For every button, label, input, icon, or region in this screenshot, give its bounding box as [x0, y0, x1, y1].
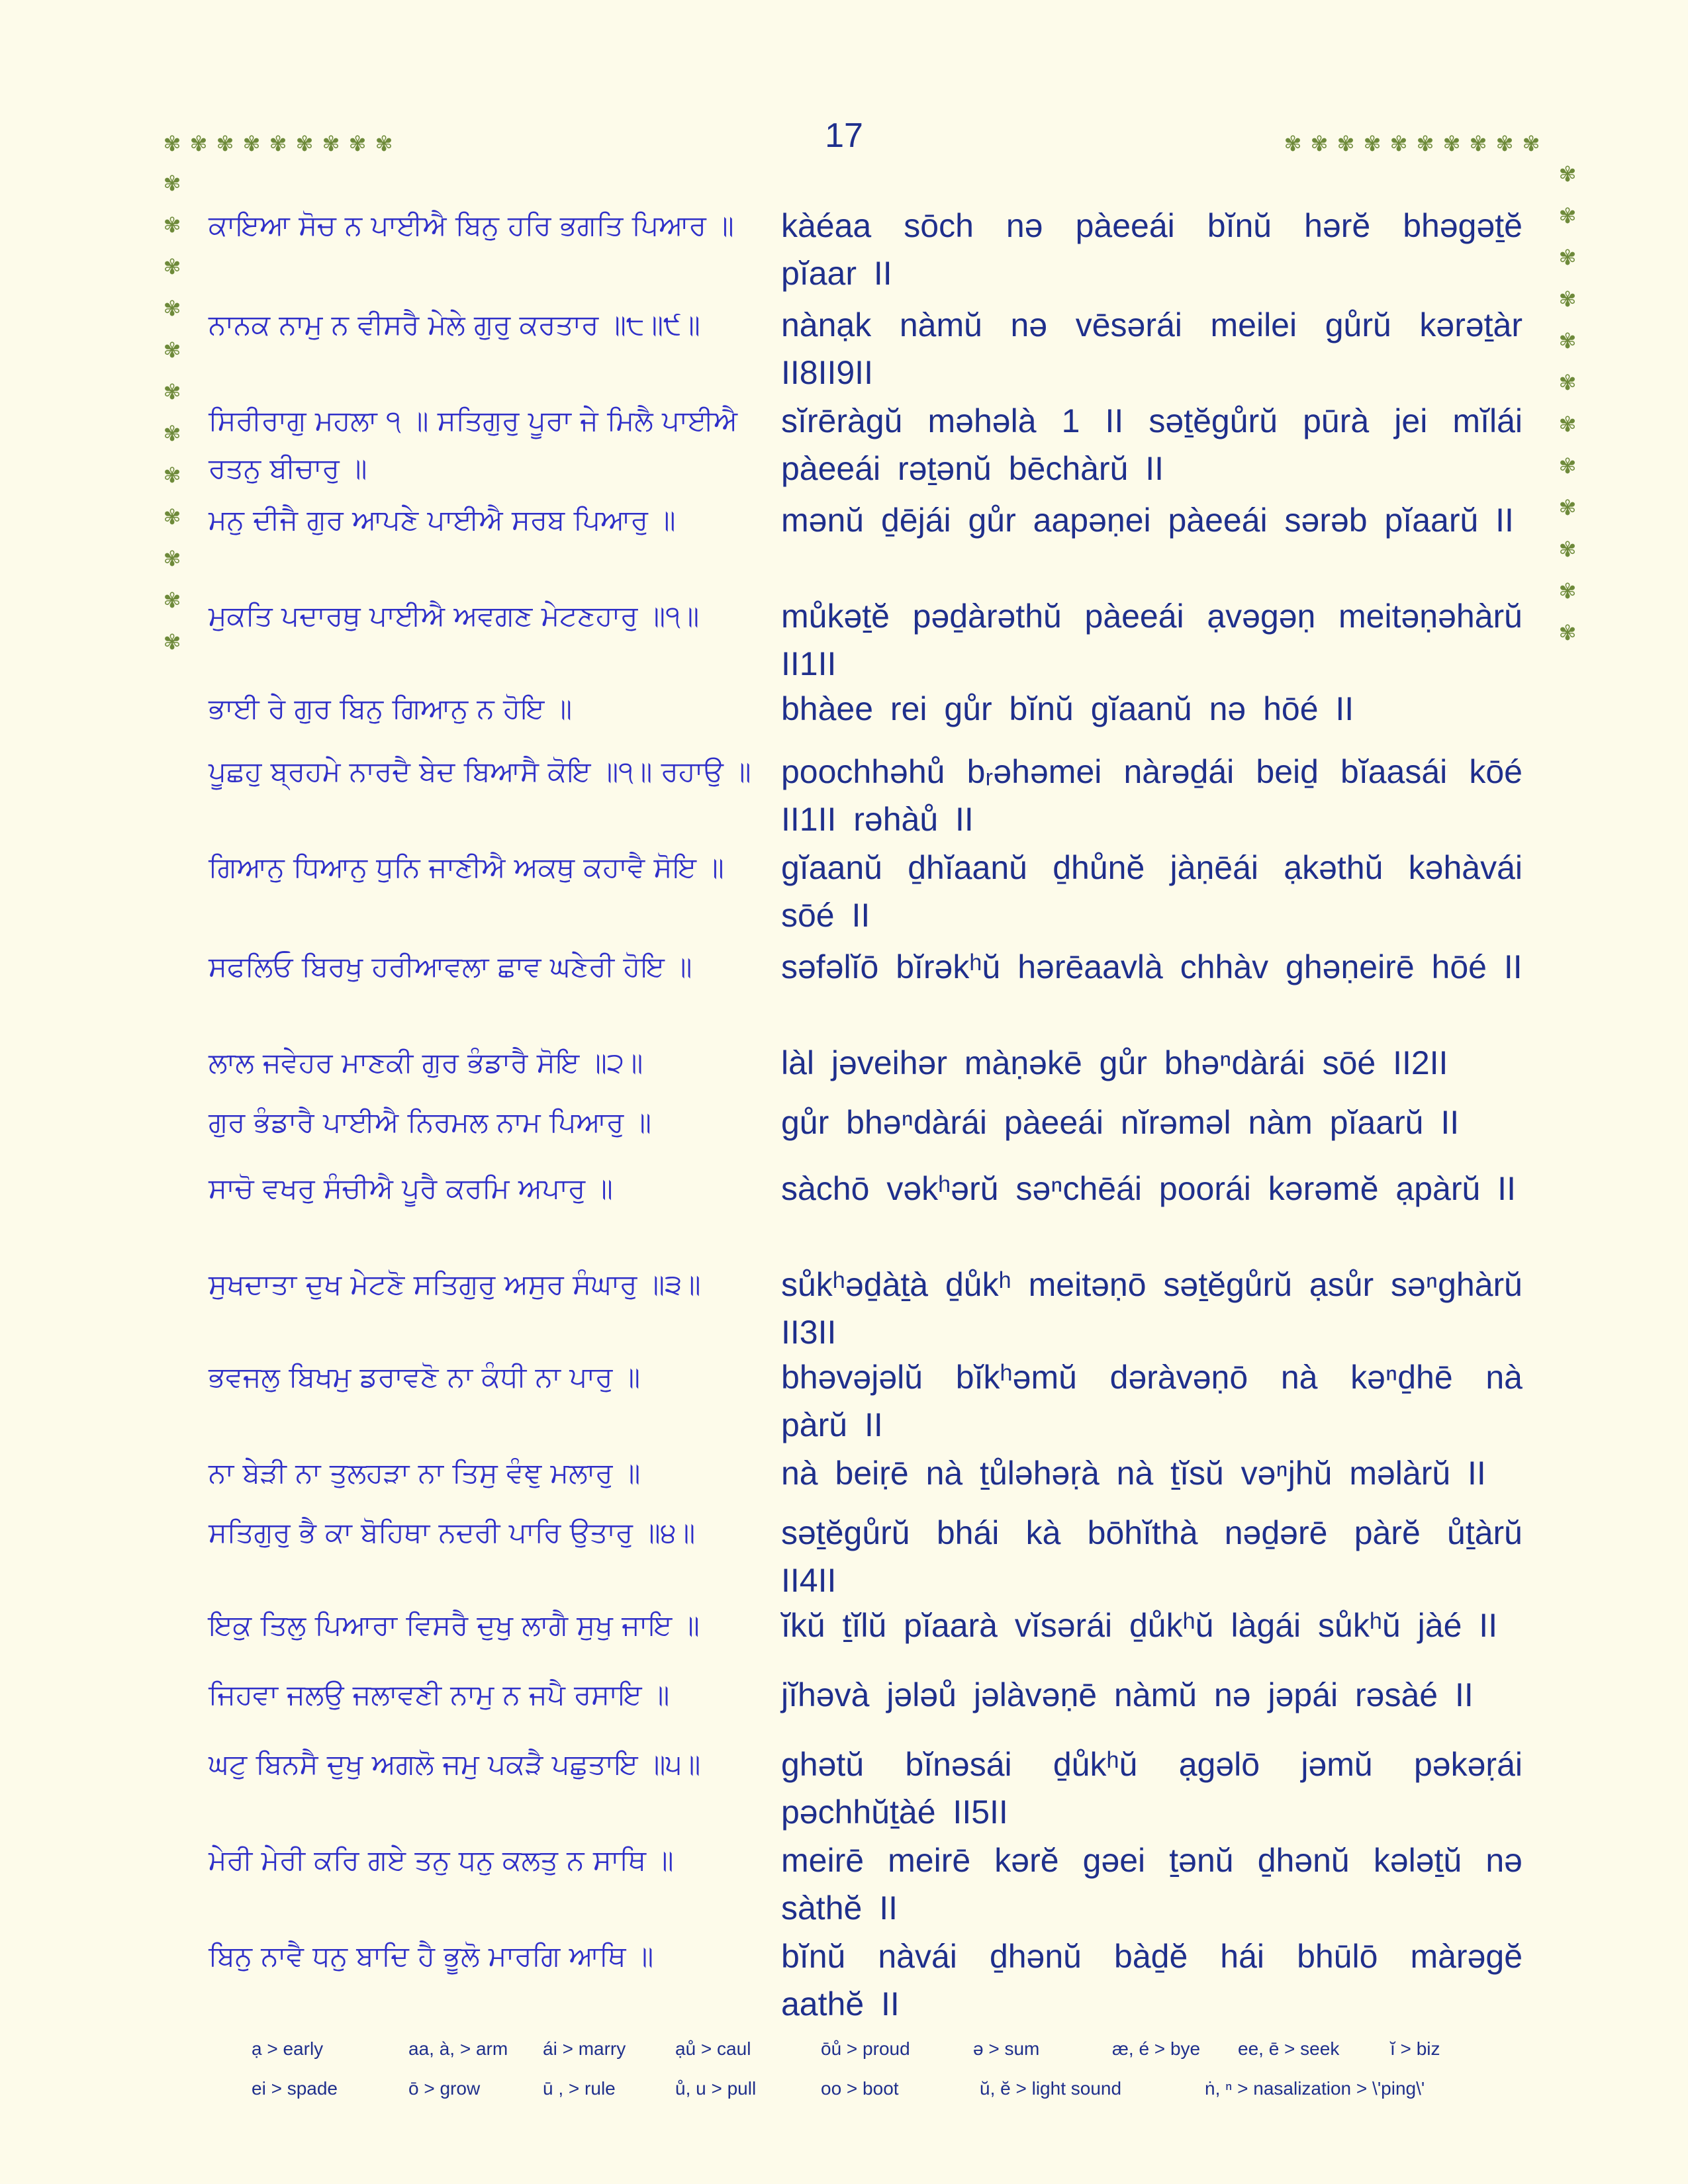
- transliteration-text: làl jəveihər màṇəkē gůr bhəⁿdàrái sōé II2II: [781, 1044, 1448, 1081]
- transliteration-text: gůr bhəⁿdàrái pàeeái nĭrəməl nàm pĭaarŭ II: [781, 1104, 1460, 1141]
- flower-ornament-icon: ✾: [1469, 131, 1487, 156]
- flower-ornament-icon: ✾: [1558, 412, 1577, 437]
- transliteration-text: sĭrēràgŭ məhəlà 1 II səṯĕgůrŭ pūrà jei mĭlái pàeeái rəṯənŭ bēchàrŭ II: [781, 402, 1523, 487]
- flower-ornament-icon: ✾: [163, 131, 181, 156]
- flower-ornament-icon: ✾: [295, 131, 314, 156]
- transliteration-text: jĭhəvà jələů jəlàvəṇē nàmŭ nə jəpái rəsàé II: [781, 1676, 1474, 1713]
- transliteration-text: bhàee rei gůr bĭnŭ gĭaanŭ nə hōé II: [781, 690, 1354, 727]
- gurmukhi-text: ਨਾ ਬੇੜੀ ਨਾ ਤੁਲਹੜਾ ਨਾ ਤਿਸੁ ਵੰਞੁ ਮਲਾਰੁ ॥: [209, 1457, 641, 1489]
- gurmukhi-text: ਨਾਨਕ ਨਾਮੁ ਨ ਵੀਸਰੈ ਮੇਲੇ ਗੁਰੁ ਕਰਤਾਰ ॥੮॥੯॥: [209, 308, 700, 341]
- transliteration-text: poochhəhů bᵣəhəmei nàrəḏái beiḏ bĭaasái kōé II1II rəhàů II: [781, 753, 1523, 838]
- legend-item: ů, u > pull: [675, 2078, 757, 2099]
- flower-ornament-icon: ✾: [1416, 131, 1434, 156]
- transliteration-text: kàéaa sōch nə pàeeái bĭnŭ hərĕ bhəgəṯĕ pĭaar II: [781, 207, 1523, 292]
- flower-ornament-icon: ✾: [163, 421, 181, 446]
- flower-ornament-icon: ✾: [1558, 453, 1577, 478]
- flower-ornament-icon: ✾: [375, 131, 393, 156]
- flower-ornament-icon: ✾: [1442, 131, 1461, 156]
- flower-ornament-icon: ✾: [1558, 578, 1577, 604]
- gurmukhi-text: ਗਿਆਨੁ ਧਿਆਨੁ ਧੁਨਿ ਜਾਣੀਐ ਅਕਥੁ ਕਹਾਵੈ ਸੋਇ ॥: [209, 851, 724, 884]
- flower-ornament-icon: ✾: [348, 131, 367, 156]
- transliteration-text: gĭaanŭ ḏhĭaanŭ ḏhůnĕ jàṇēái ạkəthŭ kəhàvái sōé II: [781, 849, 1523, 934]
- flower-ornament-icon: ✾: [163, 629, 181, 655]
- flower-ornament-icon: ✾: [1558, 370, 1577, 395]
- flower-ornament-icon: ✾: [163, 463, 181, 488]
- legend-item: ṅ, ⁿ > nasalization > \'ping\': [1205, 2078, 1425, 2099]
- gurmukhi-text: ਕਾਇਆ ਸੋਚ ਨ ਪਾਈਐ ਬਿਨੁ ਹਰਿ ਭਗਤਿ ਪਿਆਰ ॥: [209, 209, 734, 242]
- transliteration-text: sàchō vəkʰərŭ səⁿchēái poorái kərəmĕ ạpàrŭ II: [781, 1170, 1516, 1207]
- legend-item: ee, ē > seek: [1238, 2038, 1340, 2059]
- page-number: 17: [825, 116, 863, 155]
- gurmukhi-text: ਸਫਲਿਓ ਬਿਰਖੁ ਹਰੀਆਵਲਾ ਛਾਵ ਘਣੇਰੀ ਹੋਇ ॥: [209, 950, 692, 983]
- transliteration-text: ghətŭ bĭnəsái ḏůkʰŭ ạgəlō jəmŭ pəkəṛái pəchhŭṯàé II5II: [781, 1746, 1523, 1831]
- flower-ornament-icon: ✾: [269, 131, 287, 156]
- legend-item: ei > spade: [252, 2078, 338, 2099]
- flower-ornament-icon: ✾: [163, 504, 181, 529]
- legend-item: ō > grow: [408, 2078, 481, 2099]
- transliteration-text: můkəṯĕ pəḏàrəthŭ pàeeái ạvəgəṇ meitəṇəhàrŭ II1II: [781, 598, 1523, 682]
- flower-ornament-icon: ✾: [163, 588, 181, 613]
- gurmukhi-text: ਗੁਰ ਭੰਡਾਰੈ ਪਾਈਐ ਨਿਰਮਲ ਨਾਮ ਪਿਆਰੁ ॥: [209, 1106, 651, 1138]
- transliteration-text: bĭnŭ nàvái ḏhənŭ bàḏĕ hái bhūlō màrəgĕ aathĕ II: [781, 1938, 1523, 2023]
- flower-ornament-icon: ✾: [1363, 131, 1382, 156]
- gurmukhi-text: ਜਿਹਵਾ ਜਲਉ ਜਲਾਵਣੀ ਨਾਮੁ ਨ ਜਪੈ ਰਸਾਇ ॥: [209, 1678, 670, 1711]
- flower-ornament-icon: ✾: [1558, 495, 1577, 520]
- flower-ornament-icon: ✾: [163, 546, 181, 571]
- flower-ornament-icon: ✾: [1558, 287, 1577, 312]
- gurmukhi-text: ਸਿਰੀਰਾਗੁ ਮਹਲਾ ੧ ॥ ਸਤਿਗੁਰੁ ਪੂਰਾ ਜੇ ਮਿਲੈ ਪਾਈਐ ਰਤਨੁ ਬੀਚਾਰੁ ॥: [209, 404, 738, 484]
- legend-item: ái > marry: [543, 2038, 626, 2059]
- legend-item: ĭ > biz: [1390, 2038, 1440, 2059]
- gurmukhi-text: ਇਕੁ ਤਿਲੁ ਪਿਆਰਾ ਵਿਸਰੈ ਦੁਖੁ ਲਾਗੈ ਸੁਖੁ ਜਾਇ ॥: [209, 1609, 700, 1641]
- flower-ornament-icon: ✾: [1495, 131, 1514, 156]
- gurmukhi-text: ਘਟੁ ਬਿਨਸੈ ਦੁਖੁ ਅਗਲੋ ਜਮੁ ਪਕੜੈ ਪਛੁਤਾਇ ॥੫॥: [209, 1748, 701, 1780]
- flower-ornament-icon: ✾: [163, 338, 181, 363]
- legend-item: oo > boot: [821, 2078, 899, 2099]
- flower-ornament-icon: ✾: [1284, 131, 1302, 156]
- legend-item: aa, à, > arm: [408, 2038, 508, 2059]
- gurmukhi-text: ਮਨੁ ਦੀਜੈ ਗੁਰ ਆਪਣੇ ਪਾਈਐ ਸਰਬ ਪਿਆਰੁ ॥: [209, 504, 676, 536]
- transliteration-text: mənŭ ḏējái gůr aapəṇei pàeeái sərəb pĭaarŭ II: [781, 502, 1514, 539]
- gurmukhi-text: ਲਾਲ ਜਵੇਹਰ ਮਾਣਕੀ ਗੁਰ ਭੰਡਾਰੈ ਸੋਇ ॥੨॥: [209, 1046, 643, 1079]
- flower-ornament-icon: ✾: [163, 296, 181, 321]
- flower-ornament-icon: ✾: [1558, 328, 1577, 353]
- legend-item: ə > sum: [973, 2038, 1040, 2059]
- gurmukhi-text: ਸੁਖਦਾਤਾ ਦੁਖ ਮੇਟਣੋ ਸਤਿਗੁਰੁ ਅਸੁਰ ਸੰਘਾਰੁ ॥੩॥: [209, 1268, 701, 1300]
- flower-ornament-icon: ✾: [1336, 131, 1355, 156]
- legend-item: ōů > proud: [821, 2038, 910, 2059]
- transliteration-text: səfəlĭō bĭrəkʰŭ hərēaavlà chhàv ghəṇeirē hōé II: [781, 948, 1523, 985]
- gurmukhi-text: ਸਾਚੋ ਵਖਰੁ ਸੰਚੀਐ ਪੂਰੈ ਕਰਮਿ ਅਪਾਰੁ ॥: [209, 1172, 613, 1205]
- transliteration-text: ĭkŭ ṯĭlŭ pĭaarà vĭsərái ḏůkʰŭ làgái sůkʰŭ jàé II: [781, 1607, 1498, 1644]
- transliteration-text: nànạk nàmŭ nə vēsərái meilei gůrŭ kərəṯàr II8II9II: [781, 306, 1523, 391]
- flower-ornament-icon: ✾: [1558, 245, 1577, 270]
- flower-ornament-icon: ✾: [1558, 537, 1577, 562]
- flower-ornament-icon: ✾: [1558, 620, 1577, 645]
- flower-ornament-icon: ✾: [242, 131, 261, 156]
- legend-item: ạů > caul: [675, 2038, 751, 2059]
- flower-ornament-icon: ✾: [1389, 131, 1408, 156]
- flower-ornament-icon: ✾: [1558, 203, 1577, 228]
- gurmukhi-text: ਭਵਜਲੁ ਬਿਖਮੁ ਡਰਾਵਣੋ ਨਾ ਕੰਧੀ ਨਾ ਪਾਰੁ ॥: [209, 1361, 641, 1393]
- transliteration-text: səṯĕgůrŭ bhái kà bōhĭthà nəḏərē pàrĕ ůṯàrŭ II4II: [781, 1514, 1523, 1599]
- flower-ornament-icon: ✾: [1310, 131, 1329, 156]
- flower-ornament-icon: ✾: [189, 131, 208, 156]
- flower-ornament-icon: ✾: [163, 212, 181, 238]
- flower-ornament-icon: ✾: [1558, 161, 1577, 187]
- flower-ornament-icon: ✾: [1522, 131, 1540, 156]
- legend-item: ŭ, ĕ > light sound: [980, 2078, 1122, 2099]
- gurmukhi-text: ਮੇਰੀ ਮੇਰੀ ਕਰਿ ਗਏ ਤਨੁ ਧਨੁ ਕਲਤੁ ਨ ਸਾਥਿ ॥: [209, 1844, 674, 1876]
- gurmukhi-text: ਪੂਛਹੁ ਬ੍ਰਹਮੇ ਨਾਰਦੈ ਬੇਦ ਬਿਆਸੈ ਕੋਇ ॥੧॥ ਰਹਾਉ ॥: [209, 755, 751, 788]
- flower-ornament-icon: ✾: [163, 254, 181, 279]
- legend-item: ū , > rule: [543, 2078, 616, 2099]
- gurmukhi-text: ਮੁਕਤਿ ਪਦਾਰਥੁ ਪਾਈਐ ਅਵਗਣ ਮੇਟਣਹਾਰੁ ॥੧॥: [209, 600, 700, 632]
- flower-ornament-icon: ✾: [163, 379, 181, 404]
- transliteration-text: meirē meirē kərĕ gəei ṯənŭ ḏhənŭ kələṯŭ nə sàthĕ II: [781, 1842, 1523, 1927]
- flower-ornament-icon: ✾: [216, 131, 234, 156]
- legend-item: æ, é > bye: [1112, 2038, 1201, 2059]
- gurmukhi-text: ਭਾਈ ਰੇ ਗੁਰ ਬਿਨੁ ਗਿਆਨੁ ਨ ਹੋਇ ॥: [209, 692, 573, 725]
- legend-item: ạ > early: [252, 2038, 324, 2059]
- gurmukhi-text: ਬਿਨੁ ਨਾਵੈ ਧਨੁ ਬਾਦਿ ਹੈ ਭੂਲੋ ਮਾਰਗਿ ਆਥਿ ॥: [209, 1940, 654, 1972]
- gurmukhi-text: ਸਤਿਗੁਰੁ ਭੈ ਕਾ ਬੋਹਿਥਾ ਨਦਰੀ ਪਾਰਿ ਉਤਾਰੁ ॥੪॥: [209, 1516, 696, 1549]
- transliteration-text: nà beiṛē nà ṯůləhəṛà nà ṯĭsŭ vəⁿjhŭ məlàrŭ II: [781, 1455, 1486, 1492]
- flower-ornament-icon: ✾: [163, 171, 181, 196]
- transliteration-text: sůkʰəḏàṯà ḏůkʰ meitəṇō səṯĕgůrŭ ạsůr səⁿghàrŭ II3II: [781, 1266, 1523, 1351]
- transliteration-text: bhəvəjəlŭ bĭkʰəmŭ dəràvəṇō nà kəⁿḏhē nà pàrŭ II: [781, 1359, 1523, 1443]
- flower-ornament-icon: ✾: [322, 131, 340, 156]
